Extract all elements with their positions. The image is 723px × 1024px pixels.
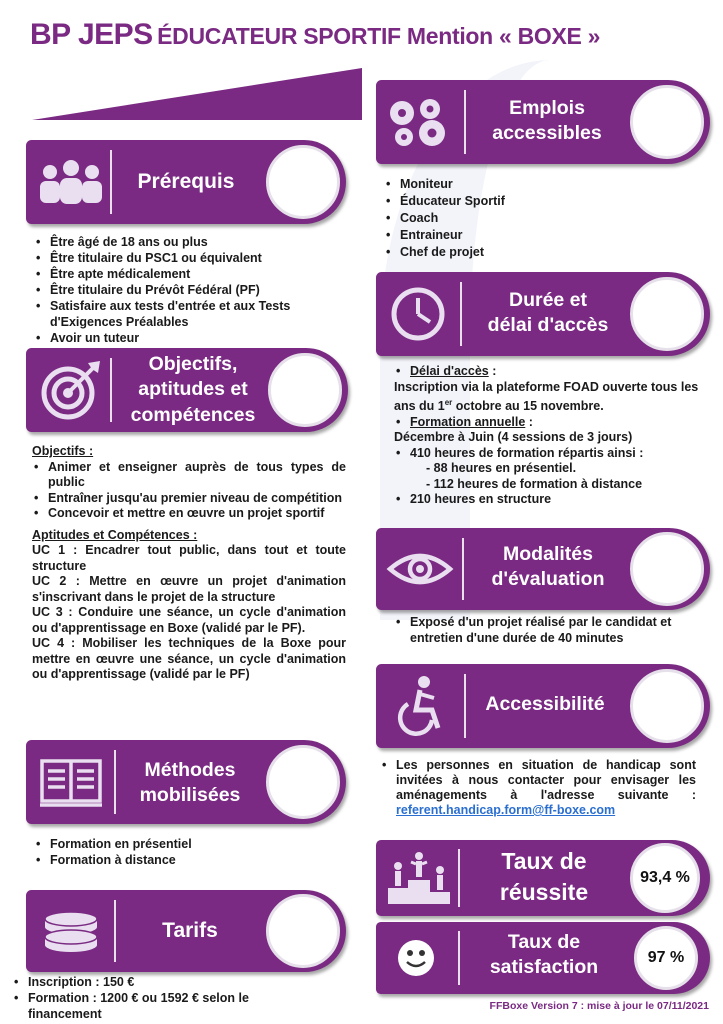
page-title xyxy=(30,18,720,52)
accessibilite-text: Les personnes en situation de handicap sont invitées à nous contacter pour envisager les aménagements à l'adresse suivante : xyxy=(396,758,696,802)
people-icon xyxy=(36,158,106,206)
annuelle-heading: Formation annuelle xyxy=(410,414,526,429)
objectifs-banner xyxy=(26,348,348,432)
hours-detail: - 112 heures de formation à distance xyxy=(426,476,643,491)
footer-version: FFBoxe Version 7 : mise à jour le 07/11/2021 xyxy=(489,1000,709,1012)
methodes-title xyxy=(120,758,260,809)
divider xyxy=(464,90,466,154)
title-main: BP JEPS xyxy=(30,18,153,51)
uc-text: UC 2 : Mettre en œuvre un projet d'animation s'inscrivant dans le projet de la structure xyxy=(32,574,346,604)
list-item: • 210 heures en structure xyxy=(394,492,704,508)
satisfaction-banner xyxy=(376,922,710,994)
accessibilite-banner xyxy=(376,664,710,748)
tarifs-list xyxy=(12,974,312,1022)
tarifs-circle xyxy=(266,894,340,968)
reussite-title xyxy=(464,846,624,908)
uc-text: UC 1 : Encadrer tout public, dans tout et toute structure xyxy=(32,543,346,573)
duree-content xyxy=(394,364,704,508)
objectifs-title-line: compétences xyxy=(130,403,256,426)
uc-text: UC 3 : Conduire une séance, un cycle d'animation ou d'apprentissage en Boxe (validé par le PF). xyxy=(32,605,346,635)
delai-text-a: Inscription via la plateforme FOAD ouverte tous les ans du 1 xyxy=(394,379,699,414)
gears-icon xyxy=(384,95,454,149)
hours-list xyxy=(394,492,704,508)
objectifs-content xyxy=(32,444,346,683)
tarifs-title: Tarifs xyxy=(162,919,218,942)
delai-text-b: octobre au 15 novembre. xyxy=(452,399,604,414)
objectifs-circle xyxy=(268,353,342,427)
list-item xyxy=(394,364,704,380)
list-item: • Moniteur xyxy=(384,176,684,193)
podium-icon xyxy=(386,850,452,906)
objectifs-heading: Objectifs : xyxy=(32,444,94,458)
list-item: • Satisfaire aux tests d'entrée et aux Tests d'Exigences Préalables xyxy=(34,298,334,330)
coins-icon xyxy=(38,909,104,953)
divider xyxy=(114,900,116,962)
reussite-value: 93,4 % xyxy=(640,869,690,886)
prerequis-title: Prérequis xyxy=(137,170,235,193)
annuelle-list xyxy=(394,415,704,431)
list-item: • Entraineur xyxy=(384,227,684,244)
title-sub: ÉDUCATEUR SPORTIF Mention « BOXE » xyxy=(157,23,601,49)
methodes-title-line: Méthodes xyxy=(144,759,236,781)
reussite-title-line: réussite xyxy=(499,879,589,906)
delai-list xyxy=(394,364,704,380)
delai-sup: er xyxy=(444,398,453,407)
list-item: • Inscription : 150 € xyxy=(12,974,312,990)
divider xyxy=(464,674,466,738)
smiley-icon xyxy=(396,938,436,978)
accessibilite-title: Accessibilité xyxy=(485,693,605,715)
divider xyxy=(110,358,112,422)
aptitudes-heading: Aptitudes et Compétences : xyxy=(32,527,198,542)
modalites-circle xyxy=(630,532,704,606)
list-item: • Exposé d'un projet réalisé par le candidat et entretien d'une durée de 40 minutes xyxy=(394,614,700,646)
objectifs-title-line: Objectifs, xyxy=(148,353,238,375)
list-item: • Être âgé de 18 ans ou plus xyxy=(34,234,334,250)
emplois-title-line: Emplois xyxy=(509,97,585,119)
accessibilite-circle xyxy=(630,669,704,743)
accessibilite-content xyxy=(380,758,696,818)
list-item: • Concevoir et mettre en œuvre un projet sportif xyxy=(32,506,346,522)
methodes-list xyxy=(34,836,334,868)
list-item xyxy=(380,758,696,818)
divider xyxy=(458,931,460,986)
duree-circle xyxy=(630,277,704,351)
emplois-list xyxy=(384,176,684,261)
list-item: • 410 heures de formation répartis ainsi : xyxy=(394,446,704,462)
emplois-banner xyxy=(376,80,710,164)
clock-icon xyxy=(388,284,448,344)
satisfaction-title xyxy=(464,930,624,981)
annuelle-colon: : xyxy=(525,414,533,429)
uc-text: UC 4 : Mobiliser les techniques de la Boxe pour mettre en œuvre une séance, un cycle d'animation ou d'apprentissage (validé par le PF) xyxy=(32,636,346,681)
hours-list xyxy=(394,446,704,462)
reussite-banner xyxy=(376,840,710,916)
tarifs-banner xyxy=(26,890,346,972)
emplois-title-line: accessibles xyxy=(492,122,602,145)
modalites-banner xyxy=(376,528,710,610)
delai-text xyxy=(394,380,704,415)
methodes-banner xyxy=(26,740,346,824)
handicap-email-link[interactable]: referent.handicap.form@ff-boxe.com xyxy=(396,803,616,817)
list-item: • Formation : 1200 € ou 1592 € selon le financement xyxy=(12,990,312,1022)
duree-banner xyxy=(376,272,710,356)
eye-icon xyxy=(386,547,454,591)
book-icon xyxy=(38,755,104,809)
list-item: • Être apte médicalement xyxy=(34,266,334,282)
list-item: • Être titulaire du PSC1 ou équivalent xyxy=(34,250,334,266)
satisfaction-title-line: Taux de xyxy=(507,931,581,953)
list-item: • Avoir un tuteur xyxy=(34,330,334,346)
duree-title xyxy=(468,288,628,339)
duree-title-line: Durée et xyxy=(508,289,588,311)
wheelchair-icon xyxy=(390,674,450,738)
list-item: • Être titulaire du Prévôt Fédéral (PF) xyxy=(34,282,334,298)
satisfaction-circle xyxy=(634,926,698,990)
divider xyxy=(458,849,460,907)
modalites-title xyxy=(468,542,628,593)
reussite-title-line: Taux de xyxy=(501,848,587,874)
modalites-list xyxy=(394,614,700,646)
list-item: • Formation en présentiel xyxy=(34,836,334,852)
satisfaction-title-line: satisfaction xyxy=(489,956,599,979)
prerequis-circle xyxy=(266,145,340,219)
satisfaction-value: 97 % xyxy=(647,949,685,966)
list-item: • Éducateur Sportif xyxy=(384,193,684,210)
target-icon xyxy=(40,359,102,421)
emplois-title xyxy=(472,96,622,147)
decorative-wedge xyxy=(32,68,362,120)
hours-detail: - 88 heures en présentiel. xyxy=(426,461,577,476)
list-item: • Entraîner jusqu'au premier niveau de compétition xyxy=(32,491,346,507)
list-item xyxy=(394,415,704,431)
divider xyxy=(460,282,462,346)
objectifs-title xyxy=(118,352,268,428)
prerequis-banner xyxy=(26,140,346,224)
duree-title-line: délai d'accès xyxy=(487,314,609,337)
divider xyxy=(114,750,116,814)
prerequis-list xyxy=(34,234,334,346)
list-item: • Chef de projet xyxy=(384,244,684,261)
divider xyxy=(462,538,464,600)
methodes-circle xyxy=(266,745,340,819)
modalites-title-line: Modalités xyxy=(503,543,593,565)
accessibilite-list xyxy=(380,758,696,818)
objectifs-list xyxy=(32,460,346,522)
modalites-title-line: d'évaluation xyxy=(491,568,605,591)
emplois-circle xyxy=(630,85,704,159)
divider xyxy=(110,150,112,214)
delai-colon: : xyxy=(488,364,497,378)
reussite-circle xyxy=(630,843,700,913)
delai-heading: Délai d'accès xyxy=(410,364,489,378)
objectifs-title-line: aptitudes et xyxy=(138,378,248,401)
list-item: • Formation à distance xyxy=(34,852,334,868)
list-item: • Coach xyxy=(384,210,684,227)
methodes-title-line: mobilisées xyxy=(139,784,241,807)
list-item: • Animer et enseigner auprès de tous types de public xyxy=(32,460,346,491)
annuelle-text: Décembre à Juin (4 sessions de 3 jours) xyxy=(394,430,633,445)
